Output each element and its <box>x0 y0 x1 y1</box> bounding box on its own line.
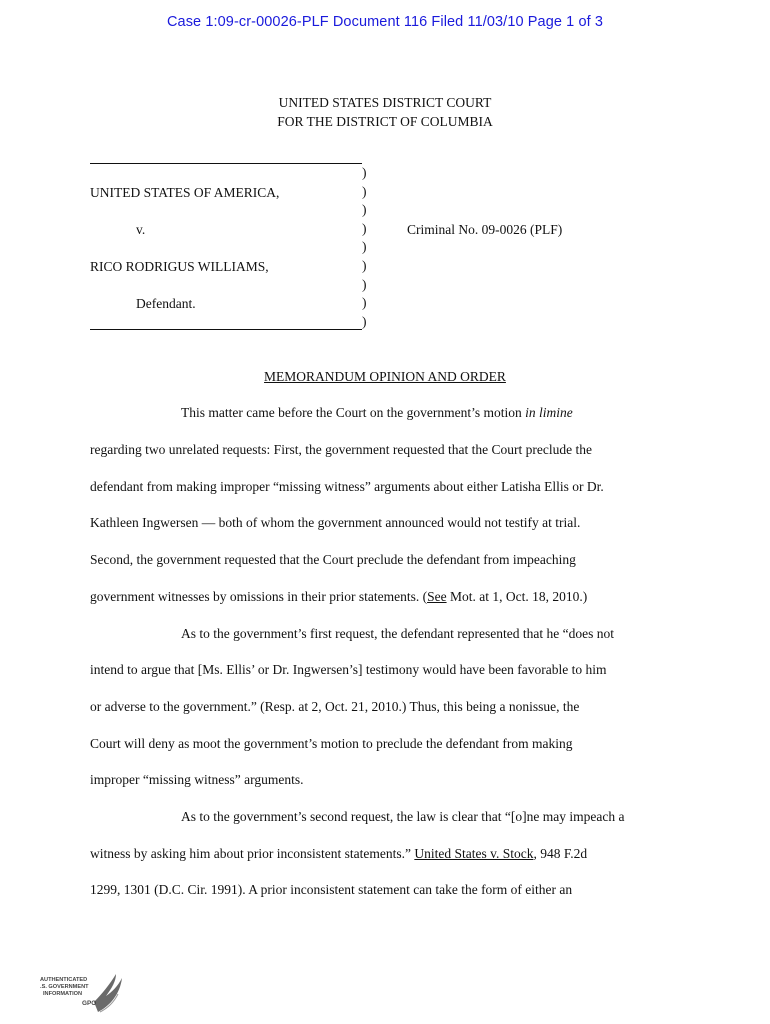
body-line: Court will deny as moot the government’s motion to preclude the defendant from making <box>90 736 573 751</box>
caption-bottom-rule <box>90 329 362 330</box>
gpo-logo-text: INFORMATION <box>43 991 83 997</box>
caption-paren: ) <box>362 220 367 236</box>
body-line: Second, the government requested that the Court preclude the defendant from impeaching <box>90 552 576 567</box>
versus-label: v. <box>136 222 146 237</box>
caption-paren: ) <box>362 295 367 311</box>
caption-paren: ) <box>362 202 367 218</box>
caption-paren: ) <box>362 276 367 292</box>
caption-paren: ) <box>362 165 367 180</box>
defendant-label: Defendant. <box>136 296 196 311</box>
body-line: witness by asking him about prior inconsistent statements.” United States v. Stock, 948 F.2d <box>90 846 588 861</box>
caption-paren: ) <box>362 183 367 199</box>
gpo-logo-text: GPO <box>82 1000 97 1007</box>
body-line: intend to argue that [Ms. Ellis’ or Dr. Ingwersen’s] testimony would have been favorable to him <box>90 662 607 677</box>
body-line: As to the government’s first request, the defendant represented that he “does not <box>181 626 614 641</box>
caption-paren-column <box>362 164 372 331</box>
caption-paren: ) <box>362 257 367 273</box>
filing-header-stamp: Case 1:09-cr-00026-PLF Document 116 Filed 11/03/10 Page 1 of 3 <box>166 14 604 30</box>
body-line: 1299, 1301 (D.C. Cir. 1991). A prior inconsistent statement can take the form of either an <box>90 882 573 897</box>
gpo-logo-text: U.S. GOVERNMENT <box>40 984 89 990</box>
case-number: Criminal No. 09-0026 (PLF) <box>407 222 563 237</box>
body-line: This matter came before the Court on the government’s motion in limine <box>181 405 573 420</box>
court-name-line-1: UNITED STATES DISTRICT COURT <box>278 95 492 110</box>
gpo-authentication-logo <box>40 972 132 1016</box>
body-line: defendant from making improper “missing witness” arguments about either Latisha Ellis or Dr. <box>90 479 604 494</box>
gpo-eagle-icon <box>40 972 132 1016</box>
gpo-logo-text: AUTHENTICATED <box>40 977 88 983</box>
body-line: or adverse to the government.” (Resp. at 2, Oct. 21, 2010.) Thus, this being a nonissue, the <box>90 699 580 714</box>
body-line: regarding two unrelated requests: First, the government requested that the Court preclude the <box>90 442 592 457</box>
caption-paren: ) <box>362 313 367 329</box>
plaintiff-name: UNITED STATES OF AMERICA, <box>90 185 280 200</box>
caption-paren: ) <box>362 239 367 255</box>
body-line: government witnesses by omissions in their prior statements. (See Mot. at 1, Oct. 18, 2010.) <box>90 589 588 604</box>
body-line: Kathleen Ingwersen — both of whom the government announced would not testify at trial. <box>90 515 581 530</box>
court-name-line-2: FOR THE DISTRICT OF COLUMBIA <box>277 114 493 129</box>
document-title: MEMORANDUM OPINION AND ORDER <box>264 369 506 384</box>
defendant-name: RICO RODRIGUS WILLIAMS, <box>90 259 269 274</box>
body-line: As to the government’s second request, the law is clear that “[o]ne may impeach a <box>181 809 625 824</box>
caption-top-rule <box>90 163 362 164</box>
body-line: improper “missing witness” arguments. <box>90 772 304 787</box>
